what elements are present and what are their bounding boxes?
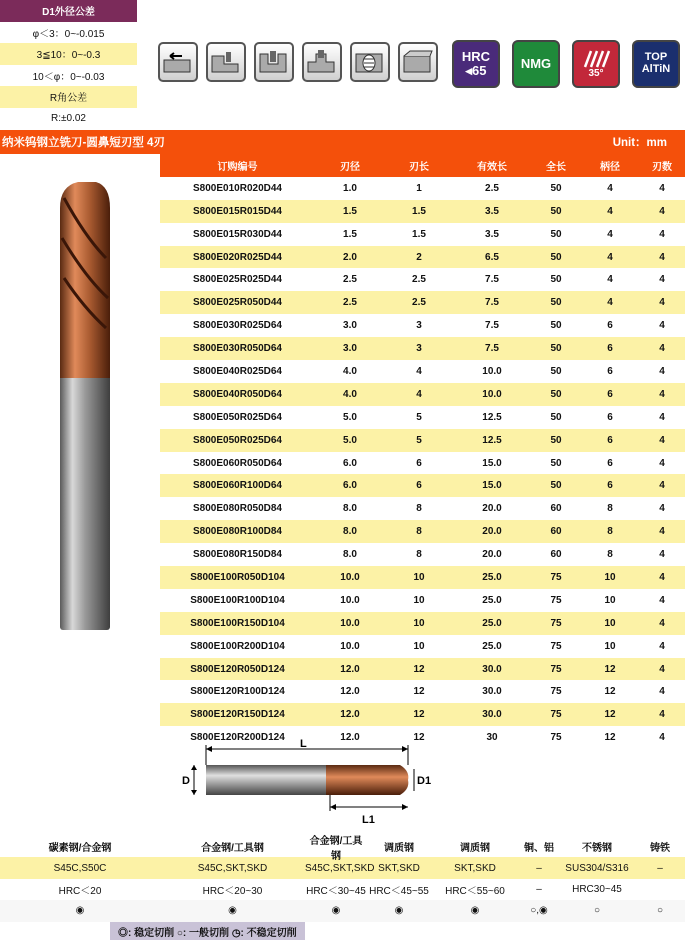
helical-milling-icon bbox=[350, 42, 390, 82]
hrc-label: HRC bbox=[461, 49, 491, 65]
table-cell: 10.0 bbox=[340, 640, 360, 652]
table-cell: 1.0 bbox=[343, 182, 357, 194]
table-cell: 8.0 bbox=[315, 520, 385, 543]
cutting-legend: ◎: 稳定切削 ○: 一般切削 ◷: 不稳定切削 bbox=[110, 922, 305, 940]
table-cell: S800E080R150D84 bbox=[193, 549, 282, 561]
material-header-cell: 合金钢/工具钢 bbox=[309, 835, 363, 862]
table-cell: 50 bbox=[531, 337, 581, 360]
table-cell: 7.5 bbox=[453, 337, 531, 360]
table-cell: S800E015R015D44 bbox=[160, 200, 315, 223]
table-cell: 4 bbox=[659, 411, 665, 423]
material-header-cell: 不锈钢 bbox=[582, 843, 612, 855]
table-cell: S800E120R200D124 bbox=[190, 732, 285, 744]
table-cell: 4 bbox=[659, 274, 665, 286]
table-cell: 2.5 bbox=[343, 274, 357, 286]
table-cell: 4 bbox=[659, 594, 665, 606]
table-cell: 75 bbox=[531, 658, 581, 681]
material-header-cell: 铜、铝 bbox=[524, 843, 554, 855]
table-cell: 4 bbox=[581, 246, 639, 269]
product-banner bbox=[0, 130, 685, 154]
table-row bbox=[160, 337, 685, 360]
material-grade-cell: – bbox=[536, 862, 542, 874]
table-cell: 10 bbox=[604, 594, 616, 606]
table-cell: 5 bbox=[416, 411, 422, 423]
material-hardness-cell: – bbox=[536, 883, 542, 895]
table-cell: 4 bbox=[639, 246, 685, 269]
table-row bbox=[160, 497, 685, 520]
nmg-badge bbox=[512, 40, 560, 88]
radius-tolerance-header: R角公差 bbox=[0, 86, 137, 108]
table-cell: 4 bbox=[639, 291, 685, 314]
material-hardness-cell: HRC＜30~45 bbox=[306, 885, 366, 897]
table-cell: 75 bbox=[531, 612, 581, 635]
table-cell: 4 bbox=[659, 640, 665, 652]
table-cell: 5.0 bbox=[343, 411, 357, 423]
material-header-cell: 调质钢 bbox=[384, 843, 414, 855]
table-cell: 4 bbox=[659, 365, 665, 377]
table-cell: 8 bbox=[607, 549, 613, 561]
step-milling-icon bbox=[302, 42, 342, 82]
table-cell: 10 bbox=[604, 640, 616, 652]
slotting-icon bbox=[254, 42, 294, 82]
table-row bbox=[160, 474, 685, 497]
table-cell: 60 bbox=[550, 503, 562, 515]
table-cell: 4 bbox=[607, 228, 613, 240]
table-cell: 4.0 bbox=[343, 365, 357, 377]
material-grade-cell: S45C,SKT,SKD bbox=[197, 862, 268, 874]
nmg-label: NMG bbox=[520, 56, 552, 72]
table-cell: 50 bbox=[550, 365, 562, 377]
table-cell: 10 bbox=[413, 640, 425, 652]
table-cell: 4 bbox=[581, 200, 639, 223]
table-cell: 4 bbox=[385, 383, 453, 406]
table-row bbox=[160, 520, 685, 543]
table-cell: 75 bbox=[531, 703, 581, 726]
table-cell: 8.0 bbox=[343, 549, 357, 561]
table-cell: 12.5 bbox=[482, 411, 502, 423]
table-cell: 10.0 bbox=[453, 383, 531, 406]
table-cell: 75 bbox=[550, 732, 562, 744]
table-cell: 6 bbox=[581, 337, 639, 360]
material-grade-cell: – bbox=[657, 862, 663, 874]
tolerance-row: 10＜φ：0~-0.03 bbox=[32, 71, 105, 83]
table-cell: 12 bbox=[385, 658, 453, 681]
table-cell: 15.0 bbox=[482, 457, 502, 469]
table-cell: 1.5 bbox=[343, 228, 357, 240]
table-row bbox=[160, 612, 685, 635]
col-overall-length: 全长 bbox=[531, 154, 581, 177]
table-cell: 6 bbox=[581, 429, 639, 452]
table-cell: 3.5 bbox=[453, 200, 531, 223]
material-grade-cell: SKT,SKD bbox=[454, 862, 496, 874]
table-cell: S800E080R100D84 bbox=[160, 520, 315, 543]
table-cell: 6 bbox=[581, 383, 639, 406]
table-cell: 2.0 bbox=[315, 246, 385, 269]
table-cell: 4 bbox=[659, 182, 665, 194]
coating-label: AlTiN bbox=[641, 63, 671, 75]
table-cell: 4 bbox=[659, 503, 665, 515]
table-cell: 12.0 bbox=[340, 686, 360, 698]
table-cell: 12 bbox=[413, 686, 425, 698]
materials-header-row bbox=[0, 835, 685, 862]
table-cell: 4 bbox=[416, 365, 422, 377]
table-cell: 12.0 bbox=[340, 732, 360, 744]
table-cell: S800E015R030D44 bbox=[193, 228, 282, 240]
table-cell: 25.0 bbox=[453, 612, 531, 635]
table-cell: 4 bbox=[639, 200, 685, 223]
table-cell: 50 bbox=[550, 411, 562, 423]
table-cell: 30.0 bbox=[482, 686, 502, 698]
table-cell: 25.0 bbox=[453, 566, 531, 589]
table-cell: 4 bbox=[639, 658, 685, 681]
table-cell: 75 bbox=[550, 594, 562, 606]
table-cell: 3.0 bbox=[315, 337, 385, 360]
shank-diameter-label: D bbox=[182, 775, 190, 787]
table-cell: 5 bbox=[385, 429, 453, 452]
table-cell: 4 bbox=[659, 457, 665, 469]
table-cell: 8 bbox=[385, 520, 453, 543]
table-cell: S800E030R050D64 bbox=[160, 337, 315, 360]
flute-length-label: L1 bbox=[362, 814, 375, 826]
col-flute-length: 刃长 bbox=[385, 154, 453, 177]
table-cell: 20.0 bbox=[482, 503, 502, 515]
table-cell: S800E060R100D64 bbox=[160, 474, 315, 497]
table-cell: 15.0 bbox=[453, 474, 531, 497]
table-cell: S800E120R150D124 bbox=[160, 703, 315, 726]
table-cell: 4 bbox=[639, 520, 685, 543]
table-cell: S800E030R025D64 bbox=[193, 320, 282, 332]
table-cell: 50 bbox=[550, 457, 562, 469]
table-cell: 25.0 bbox=[482, 640, 502, 652]
col-flutes: 刃数 bbox=[639, 154, 685, 177]
table-cell: S800E025R050D44 bbox=[160, 291, 315, 314]
table-cell: 75 bbox=[550, 686, 562, 698]
table-cell: 4 bbox=[639, 429, 685, 452]
tolerance-panel bbox=[0, 0, 137, 129]
table-cell: S800E040R025D64 bbox=[193, 365, 282, 377]
material-hardness-cell: HRC＜20~30 bbox=[202, 885, 263, 897]
col-diameter: 刃径 bbox=[315, 154, 385, 177]
hrc-value: ◂65 bbox=[465, 63, 487, 78]
table-cell: 8 bbox=[416, 503, 422, 515]
material-suitability-cell: ◉ bbox=[75, 905, 85, 917]
col-shank-diameter: 柄径 bbox=[581, 154, 639, 177]
material-suitability-cell: ○,◉ bbox=[530, 905, 548, 917]
table-cell: 60 bbox=[550, 549, 562, 561]
table-row bbox=[160, 566, 685, 589]
table-cell: 6 bbox=[416, 457, 422, 469]
length-label: L bbox=[300, 738, 307, 750]
table-cell: 50 bbox=[531, 246, 581, 269]
material-header-cell: 合金钢/工具钢 bbox=[201, 843, 264, 855]
unit-label: Unit：mm bbox=[612, 137, 667, 149]
table-cell: 30.0 bbox=[453, 658, 531, 681]
table-cell: 6 bbox=[385, 474, 453, 497]
table-row bbox=[160, 703, 685, 726]
table-row bbox=[160, 452, 685, 475]
table-row bbox=[160, 177, 685, 200]
material-hardness-cell: HRC＜20 bbox=[58, 885, 102, 897]
table-cell: 1.5 bbox=[315, 200, 385, 223]
table-header-row bbox=[160, 154, 685, 177]
col-effective-length: 有效长 bbox=[453, 154, 531, 177]
material-header-cell: 碳素钢/合金钢 bbox=[48, 843, 112, 855]
table-cell: 50 bbox=[550, 182, 562, 194]
table-cell: 4 bbox=[639, 703, 685, 726]
tolerance-header: D1外径公差 bbox=[0, 0, 137, 22]
materials-hardness-row bbox=[0, 879, 685, 900]
table-cell: S800E100R050D104 bbox=[160, 566, 315, 589]
table-row bbox=[160, 291, 685, 314]
table-cell: S800E080R050D84 bbox=[193, 503, 282, 515]
table-cell: S800E025R025D44 bbox=[193, 274, 282, 286]
material-header-cell: 调质钢 bbox=[460, 843, 490, 855]
table-row bbox=[160, 429, 685, 452]
table-cell: 6.5 bbox=[453, 246, 531, 269]
table-cell: S800E020R025D44 bbox=[160, 246, 315, 269]
product-title: 纳米钨钢立铣刀-圆鼻短刃型 4刃 bbox=[2, 137, 165, 149]
spec-badges bbox=[452, 40, 680, 88]
table-cell: 6 bbox=[581, 474, 639, 497]
table-cell: 2.5 bbox=[412, 274, 426, 286]
table-row bbox=[160, 589, 685, 612]
table-cell: 10 bbox=[385, 566, 453, 589]
table-cell: 50 bbox=[550, 274, 562, 286]
table-cell: 4 bbox=[659, 320, 665, 332]
side-milling-icon bbox=[158, 42, 198, 82]
tolerance-row: φ＜3：0~-0.015 bbox=[32, 28, 105, 40]
table-cell: 30.0 bbox=[453, 703, 531, 726]
material-grade-cell: S45C,S50C bbox=[53, 862, 107, 874]
dimension-diagram bbox=[180, 737, 440, 835]
material-grade-cell: SKT,SKD bbox=[378, 862, 420, 874]
table-cell: S800E120R100D124 bbox=[190, 686, 285, 698]
table-row bbox=[160, 543, 685, 566]
shoulder-milling-icon bbox=[206, 42, 246, 82]
material-suitability-cell: ◉ bbox=[228, 905, 237, 917]
table-cell: 7.5 bbox=[485, 274, 499, 286]
table-cell: 10.0 bbox=[482, 365, 502, 377]
table-cell: S800E040R050D64 bbox=[160, 383, 315, 406]
table-cell: 12.0 bbox=[315, 703, 385, 726]
table-cell: S800E050R025D64 bbox=[193, 411, 282, 423]
table-cell: S800E060R050D64 bbox=[193, 457, 282, 469]
table-cell: 2.5 bbox=[315, 291, 385, 314]
table-cell: 12.5 bbox=[453, 429, 531, 452]
table-cell: 4.0 bbox=[315, 383, 385, 406]
table-cell: 50 bbox=[531, 383, 581, 406]
material-suitability-cell: ○ bbox=[656, 905, 664, 917]
table-cell: S800E050R025D64 bbox=[160, 429, 315, 452]
table-cell: 3 bbox=[416, 320, 422, 332]
materials-suitability-row bbox=[0, 900, 685, 921]
table-cell: 50 bbox=[531, 291, 581, 314]
table-cell: 4 bbox=[607, 274, 613, 286]
table-cell: 3 bbox=[385, 337, 453, 360]
table-cell: 8 bbox=[581, 520, 639, 543]
table-cell: S800E100R200D104 bbox=[190, 640, 285, 652]
table-cell: 6 bbox=[607, 457, 613, 469]
table-cell: 50 bbox=[550, 320, 562, 332]
table-cell: S800E010R020D44 bbox=[193, 182, 282, 194]
table-cell: 6 bbox=[607, 320, 613, 332]
table-cell: 4 bbox=[581, 291, 639, 314]
spec-table bbox=[160, 154, 685, 749]
table-cell: 10.0 bbox=[315, 566, 385, 589]
face-milling-icon bbox=[398, 42, 438, 82]
table-cell: 6.0 bbox=[315, 474, 385, 497]
table-cell: S800E100R100D104 bbox=[190, 594, 285, 606]
table-cell: 20.0 bbox=[482, 549, 502, 561]
table-cell: 12 bbox=[581, 658, 639, 681]
table-cell: 7.5 bbox=[453, 291, 531, 314]
table-cell: 4 bbox=[659, 686, 665, 698]
cutting-diameter-label: D1 bbox=[417, 775, 432, 787]
material-suitability-cell: ◉ bbox=[470, 905, 480, 917]
table-cell: 5.0 bbox=[315, 429, 385, 452]
table-cell: 12.0 bbox=[315, 658, 385, 681]
table-row bbox=[160, 268, 685, 291]
table-cell: 4 bbox=[659, 549, 665, 561]
table-cell: 10 bbox=[413, 594, 425, 606]
table-cell: 10 bbox=[581, 566, 639, 589]
material-suitability-cell: ◉ bbox=[331, 905, 341, 917]
material-hardness-cell: HRC＜55~60 bbox=[445, 885, 505, 897]
table-cell: S800E100R150D104 bbox=[160, 612, 315, 635]
table-cell: 12 bbox=[604, 732, 616, 744]
table-cell: 12 bbox=[413, 732, 425, 744]
table-cell: 12 bbox=[385, 703, 453, 726]
helix-angle-value: 35° bbox=[588, 67, 604, 79]
machining-icons bbox=[158, 42, 438, 82]
table-cell: 3.5 bbox=[485, 228, 499, 240]
table-cell: 50 bbox=[550, 228, 562, 240]
coating-top-label: TOP bbox=[644, 51, 668, 64]
table-row bbox=[160, 223, 685, 246]
table-cell: 75 bbox=[550, 640, 562, 652]
material-suitability-cell: ○ bbox=[593, 905, 601, 917]
table-cell: 4 bbox=[659, 228, 665, 240]
table-cell: 12 bbox=[604, 686, 616, 698]
table-cell: 30 bbox=[486, 732, 498, 744]
table-cell: 4 bbox=[639, 474, 685, 497]
table-row bbox=[160, 360, 685, 383]
table-row bbox=[160, 635, 685, 658]
table-cell: 12 bbox=[581, 703, 639, 726]
table-cell: 7.5 bbox=[485, 320, 499, 332]
end-mill-image bbox=[56, 178, 116, 633]
coating-badge bbox=[632, 40, 680, 88]
table-cell: 2.5 bbox=[385, 291, 453, 314]
table-cell: 2 bbox=[385, 246, 453, 269]
material-header-cell: 铸铁 bbox=[650, 843, 670, 855]
table-cell: 75 bbox=[531, 566, 581, 589]
table-cell: 1.5 bbox=[412, 228, 426, 240]
table-cell: 10 bbox=[581, 612, 639, 635]
table-cell: 4 bbox=[639, 566, 685, 589]
table-row bbox=[160, 200, 685, 223]
material-suitability-cell: ◉ bbox=[394, 905, 404, 917]
table-row bbox=[160, 246, 685, 269]
table-cell: 10 bbox=[385, 612, 453, 635]
table-cell: 60 bbox=[531, 520, 581, 543]
material-grade-cell: SUS304/S316 bbox=[565, 862, 629, 874]
table-cell: 6 bbox=[607, 411, 613, 423]
table-cell: 10.0 bbox=[340, 594, 360, 606]
table-row bbox=[160, 658, 685, 681]
table-cell: 8 bbox=[416, 549, 422, 561]
table-cell: 4 bbox=[607, 182, 613, 194]
table-row bbox=[160, 406, 685, 429]
hrc-badge bbox=[452, 40, 500, 88]
helix-angle-badge bbox=[572, 40, 620, 88]
table-cell: 8 bbox=[607, 503, 613, 515]
table-cell: 4 bbox=[639, 383, 685, 406]
table-cell: 1.5 bbox=[385, 200, 453, 223]
table-cell: 6.0 bbox=[343, 457, 357, 469]
table-cell: 50 bbox=[531, 200, 581, 223]
table-cell: 4 bbox=[659, 732, 665, 744]
material-hardness-cell: HRC30~45 bbox=[572, 883, 622, 895]
table-cell: S800E120R050D124 bbox=[160, 658, 315, 681]
table-row bbox=[160, 680, 685, 703]
radius-tolerance-value: R:±0.02 bbox=[51, 112, 86, 124]
table-cell: 8.0 bbox=[343, 503, 357, 515]
table-cell: 3.0 bbox=[343, 320, 357, 332]
table-cell: 20.0 bbox=[453, 520, 531, 543]
table-cell: 4 bbox=[639, 612, 685, 635]
table-row bbox=[160, 314, 685, 337]
table-row bbox=[160, 383, 685, 406]
table-cell: 1 bbox=[416, 182, 422, 194]
col-order-no: 订购编号 bbox=[160, 154, 315, 177]
table-cell: 6 bbox=[607, 365, 613, 377]
table-cell: 2.5 bbox=[485, 182, 499, 194]
materials-table bbox=[0, 836, 685, 922]
table-cell: 50 bbox=[531, 474, 581, 497]
table-cell: 50 bbox=[531, 429, 581, 452]
table-cell: 4 bbox=[639, 337, 685, 360]
helix-icon bbox=[581, 49, 611, 69]
tolerance-row: 3≦10：0~-0.3 bbox=[0, 43, 137, 65]
table-cell: 10.0 bbox=[315, 612, 385, 635]
material-hardness-cell: HRC＜45~55 bbox=[369, 885, 429, 897]
table-cell: 25.0 bbox=[482, 594, 502, 606]
material-grade-cell: S45C,SKT,SKD bbox=[305, 862, 375, 874]
